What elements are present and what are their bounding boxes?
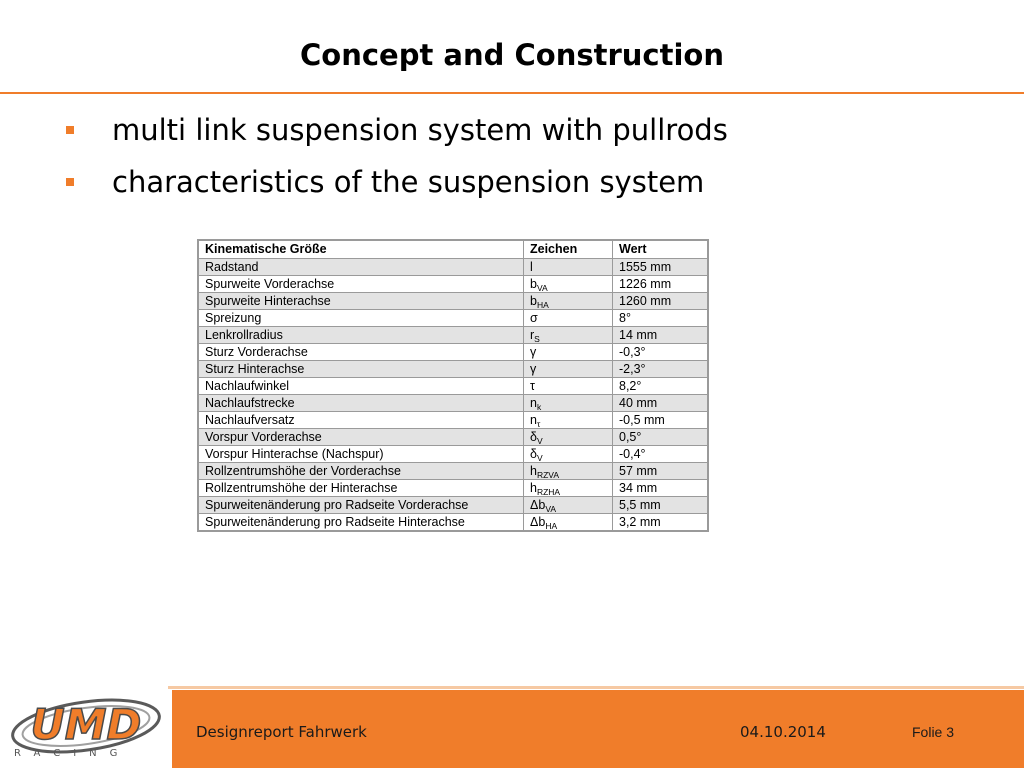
bullet-item — [62, 162, 728, 214]
table-row — [198, 259, 708, 276]
cell-value: -0,4° — [613, 446, 709, 463]
symbol-main: b — [530, 276, 537, 291]
cell-symbol — [524, 344, 613, 361]
symbol-main: n — [530, 412, 537, 427]
cell-value: -0,5 mm — [613, 412, 709, 429]
cell-kinematic-quantity: Radstand — [198, 259, 524, 276]
header-wert: Wert — [613, 240, 709, 259]
table-row — [198, 514, 708, 532]
cell-symbol — [524, 514, 613, 532]
slide-title: Concept and Construction — [300, 38, 724, 72]
cell-symbol — [524, 259, 613, 276]
cell-value: 0,5° — [613, 429, 709, 446]
symbol-main: h — [530, 480, 537, 495]
symbol-subscript: RZHA — [536, 486, 561, 497]
symbol-main: τ — [530, 378, 535, 393]
table-row — [198, 412, 708, 429]
cell-symbol — [524, 378, 613, 395]
table-row — [198, 480, 708, 497]
kinematics-table — [197, 239, 709, 532]
cell-value: 1226 mm — [613, 276, 709, 293]
symbol-main: σ — [530, 310, 538, 325]
symbol-subscript: VA — [536, 282, 548, 293]
symbol-main: γ — [530, 361, 537, 376]
table-row — [198, 293, 708, 310]
cell-value: 40 mm — [613, 395, 709, 412]
symbol-subscript: VA — [545, 503, 557, 514]
logo-text: UMD — [30, 700, 142, 749]
symbol-subscript: V — [536, 452, 543, 463]
cell-symbol — [524, 361, 613, 378]
cell-symbol — [524, 446, 613, 463]
bullet-square-icon — [66, 126, 74, 134]
cell-kinematic-quantity: Nachlaufversatz — [198, 412, 524, 429]
table-row — [198, 395, 708, 412]
cell-kinematic-quantity: Rollzentrumshöhe der Hinterachse — [198, 480, 524, 497]
cell-value: 14 mm — [613, 327, 709, 344]
bullet-text: characteristics of the suspension system — [112, 165, 705, 199]
table-row — [198, 327, 708, 344]
cell-kinematic-quantity: Spurweite Vorderachse — [198, 276, 524, 293]
cell-kinematic-quantity: Spreizung — [198, 310, 524, 327]
cell-value: 34 mm — [613, 480, 709, 497]
cell-symbol — [524, 429, 613, 446]
cell-kinematic-quantity: Vorspur Hinterachse (Nachspur) — [198, 446, 524, 463]
cell-symbol — [524, 395, 613, 412]
cell-value: 3,2 mm — [613, 514, 709, 532]
symbol-main: r — [530, 327, 535, 342]
cell-symbol — [524, 276, 613, 293]
table-row — [198, 446, 708, 463]
footer-page-number: Folie 3 — [912, 724, 955, 740]
footer-date: 04.10.2014 — [740, 723, 826, 741]
bullet-text: multi link suspension system with pullrods — [112, 113, 728, 147]
logo-racing-text: RACING — [14, 748, 131, 759]
table-row — [198, 310, 708, 327]
cell-value: 5,5 mm — [613, 497, 709, 514]
header-kinematische-groesse: Kinematische Größe — [198, 240, 524, 259]
bullet-list — [62, 110, 728, 214]
symbol-main: δ — [530, 446, 537, 461]
footer-report-name: Designreport Fahrwerk — [196, 723, 367, 741]
cell-symbol — [524, 412, 613, 429]
table-row — [198, 276, 708, 293]
symbol-main: Δb — [530, 514, 546, 529]
cell-kinematic-quantity: Nachlaufstrecke — [198, 395, 524, 412]
cell-kinematic-quantity: Vorspur Vorderachse — [198, 429, 524, 446]
cell-symbol — [524, 497, 613, 514]
symbol-main: Δb — [530, 497, 546, 512]
symbol-subscript: S — [534, 333, 540, 344]
cell-kinematic-quantity: Lenkrollradius — [198, 327, 524, 344]
symbol-main: h — [530, 463, 537, 478]
header-zeichen: Zeichen — [524, 240, 613, 259]
cell-kinematic-quantity: Sturz Vorderachse — [198, 344, 524, 361]
symbol-subscript: τ — [536, 418, 541, 429]
footer-shadow — [168, 686, 1024, 689]
table-row — [198, 497, 708, 514]
cell-symbol — [524, 293, 613, 310]
cell-value: 1260 mm — [613, 293, 709, 310]
title-divider — [0, 92, 1024, 94]
table-row — [198, 344, 708, 361]
cell-value: -2,3° — [613, 361, 709, 378]
symbol-main: b — [530, 293, 537, 308]
cell-value: 1555 mm — [613, 259, 709, 276]
cell-value: 57 mm — [613, 463, 709, 480]
cell-value: 8° — [613, 310, 709, 327]
cell-kinematic-quantity: Sturz Hinterachse — [198, 361, 524, 378]
table-row — [198, 378, 708, 395]
bullet-item — [62, 110, 728, 162]
cell-kinematic-quantity: Spurweitenänderung pro Radseite Vorderachse — [198, 497, 524, 514]
symbol-subscript: k — [536, 401, 542, 412]
table-row — [198, 463, 708, 480]
symbol-main: δ — [530, 429, 537, 444]
symbol-subscript: RZVA — [536, 469, 559, 480]
symbol-subscript: HA — [545, 520, 558, 531]
cell-symbol — [524, 463, 613, 480]
table-body — [198, 259, 708, 532]
symbol-subscript: HA — [536, 299, 549, 310]
bullet-square-icon — [66, 178, 74, 186]
symbol-main: l — [530, 259, 533, 274]
symbol-main: n — [530, 395, 537, 410]
cell-kinematic-quantity: Spurweite Hinterachse — [198, 293, 524, 310]
cell-symbol — [524, 310, 613, 327]
cell-kinematic-quantity: Nachlaufwinkel — [198, 378, 524, 395]
symbol-subscript: V — [536, 435, 543, 446]
cell-kinematic-quantity: Spurweitenänderung pro Radseite Hinterachse — [198, 514, 524, 532]
table-row — [198, 361, 708, 378]
table-row — [198, 429, 708, 446]
table-header-row — [198, 240, 708, 259]
cell-kinematic-quantity: Rollzentrumshöhe der Vorderachse — [198, 463, 524, 480]
cell-symbol — [524, 480, 613, 497]
cell-symbol — [524, 327, 613, 344]
symbol-main: γ — [530, 344, 537, 359]
cell-value: -0,3° — [613, 344, 709, 361]
cell-value: 8,2° — [613, 378, 709, 395]
